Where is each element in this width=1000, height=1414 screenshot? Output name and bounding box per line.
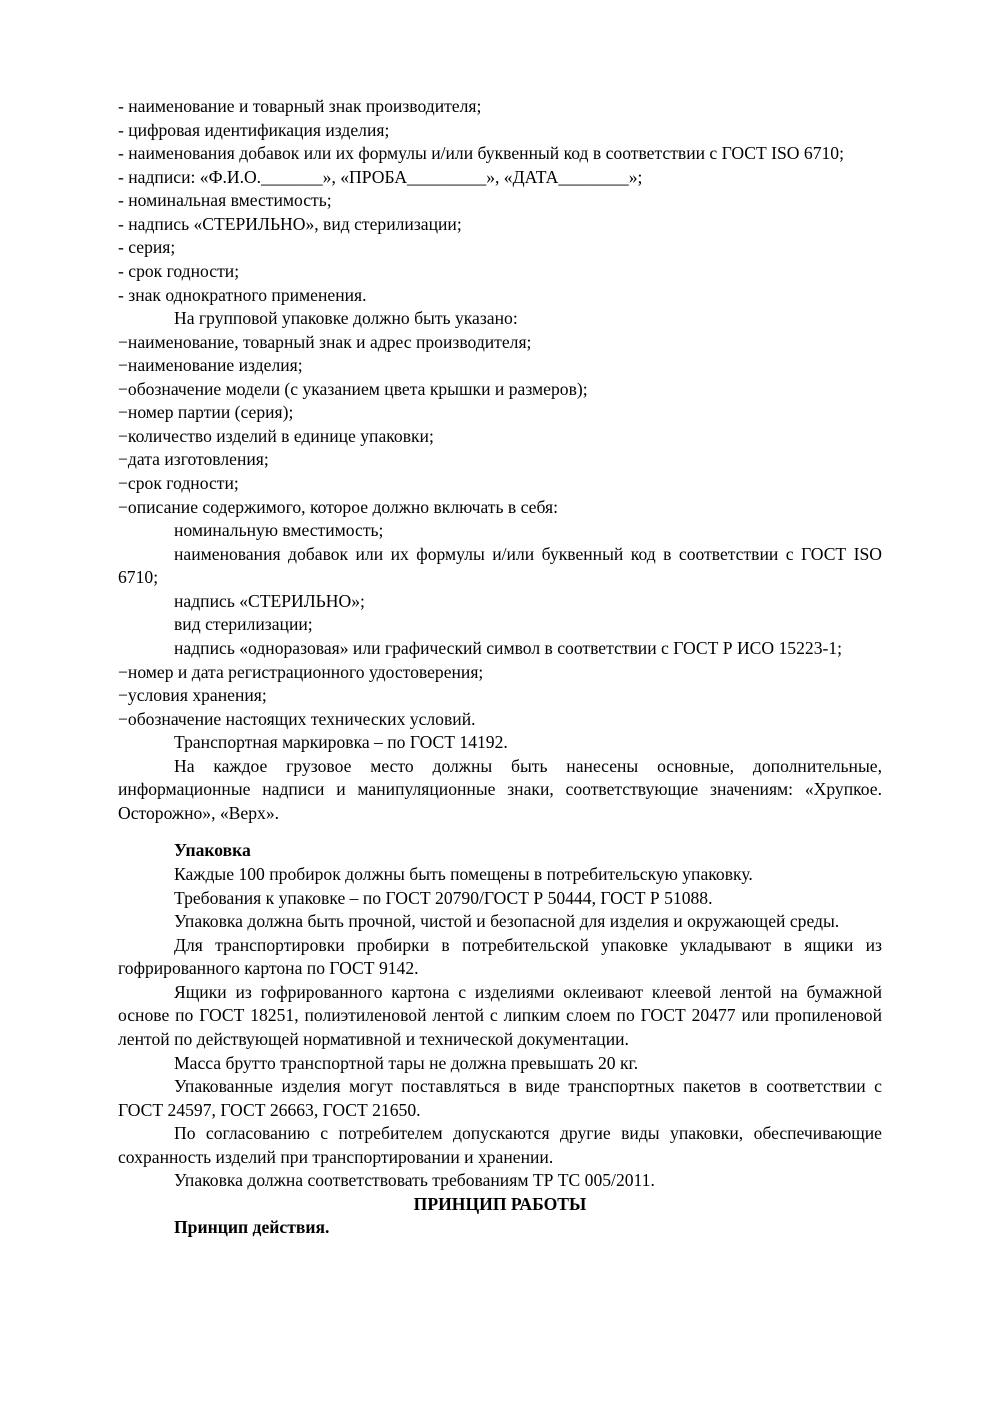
section-title: ПРИНЦИП РАБОТЫ: [413, 1193, 587, 1214]
transport-marking-paragraph: Транспортная маркировка – по ГОСТ 14192.: [174, 732, 508, 753]
packaging-paragraph: Для транспортировки пробирки в потребительской упаковке укладывают в ящики из гофрированного картона по ГОСТ 9142.: [118, 934, 882, 979]
list-item: −условия хранения;: [118, 685, 267, 706]
list-item: - срок годности;: [118, 260, 240, 281]
sub-list-item: наименования добавок или их формулы и/или буквенный код в соответствии с ГОСТ ISO 6710;: [118, 543, 882, 588]
list-item: −наименование изделия;: [118, 355, 303, 376]
list-item: −обозначение модели (с указанием цвета крышки и размеров);: [118, 378, 588, 399]
list-item: - надписи: «Ф.И.О._______», «ПРОБА_________», «ДАТА________»;: [118, 166, 643, 187]
packaging-paragraph: Ящики из гофрированного картона с изделиями оклеивают клеевой лентой на бумажной основе по ГОСТ 18251, полиэтиленовой лентой с липким слоем по ГОСТ 20477 или пропиленовой лентой по действующей нормативной и технической документации.: [118, 981, 882, 1049]
list-item: −обозначение настоящих технических условий.: [118, 708, 476, 729]
list-item: - номинальная вместимость;: [118, 190, 332, 211]
sub-list-item: вид стерилизации;: [174, 614, 313, 635]
document-body: [118, 95, 882, 1240]
list-item: −номер партии (серия);: [118, 402, 294, 423]
packaging-paragraph: Требования к упаковке – по ГОСТ 20790/ГОСТ Р 50444, ГОСТ Р 51088.: [174, 887, 713, 908]
list-item: - наименования добавок или их формулы и/или буквенный код в соответствии с ГОСТ ISO 6710;: [118, 143, 844, 164]
sub-list-item: номинальную вместимость;: [174, 520, 384, 541]
packaging-paragraph: Каждые 100 пробирок должны быть помещены в потребительскую упаковку.: [174, 864, 753, 884]
list-item: - серия;: [118, 237, 176, 258]
packaging-paragraph: Масса брутто транспортной тары не должна превышать 20 кг.: [174, 1052, 639, 1073]
list-item: −номер и дата регистрационного удостоверения;: [118, 661, 484, 682]
list-item: −срок годности;: [118, 473, 239, 493]
sub-list-item: надпись «одноразовая» или графический символ в соответствии с ГОСТ Р ИСО 15223-1;: [174, 637, 843, 658]
list-item: −количество изделий в единице упаковки;: [118, 425, 434, 446]
list-item: −наименование, товарный знак и адрес производителя;: [118, 331, 532, 352]
packaging-heading: Упаковка: [174, 840, 251, 861]
packaging-paragraph: Упакованные изделия могут поставляться в виде транспортных пакетов в соответствии с ГОСТ 24597, ГОСТ 26663, ГОСТ 21650.: [118, 1076, 882, 1120]
packaging-paragraph: По согласованию с потребителем допускаются другие виды упаковки, обеспечивающие сохранность изделий при транспортировании и хранении.: [118, 1123, 882, 1167]
cargo-paragraph: На каждое грузовое место должны быть нанесены основные, дополнительные, информационные надписи и манипуляционные знаки, соответствующие значениям: «Хрупкое. Осторожно», «Верх».: [118, 755, 882, 823]
list-item: −описание содержимого, которое должно включать в себя:: [118, 496, 558, 517]
list-item: −дата изготовления;: [118, 449, 269, 470]
group-package-intro: На групповой упаковке должно быть указано:: [174, 308, 518, 329]
sub-list-item: надпись «СТЕРИЛЬНО»;: [174, 590, 365, 611]
list-item: - наименование и товарный знак производителя;: [118, 96, 482, 116]
packaging-paragraph: Упаковка должна быть прочной, чистой и безопасной для изделия и окружающей среды.: [174, 911, 840, 932]
packaging-paragraph: Упаковка должна соответствовать требованиям ТР ТС 005/2011.: [174, 1170, 655, 1191]
list-item: - знак однократного применения.: [118, 284, 367, 305]
list-item: - надпись «СТЕРИЛЬНО», вид стерилизации;: [118, 213, 462, 234]
list-item: - цифровая идентификация изделия;: [118, 119, 390, 140]
subsection-title: Принцип действия.: [174, 1217, 330, 1238]
